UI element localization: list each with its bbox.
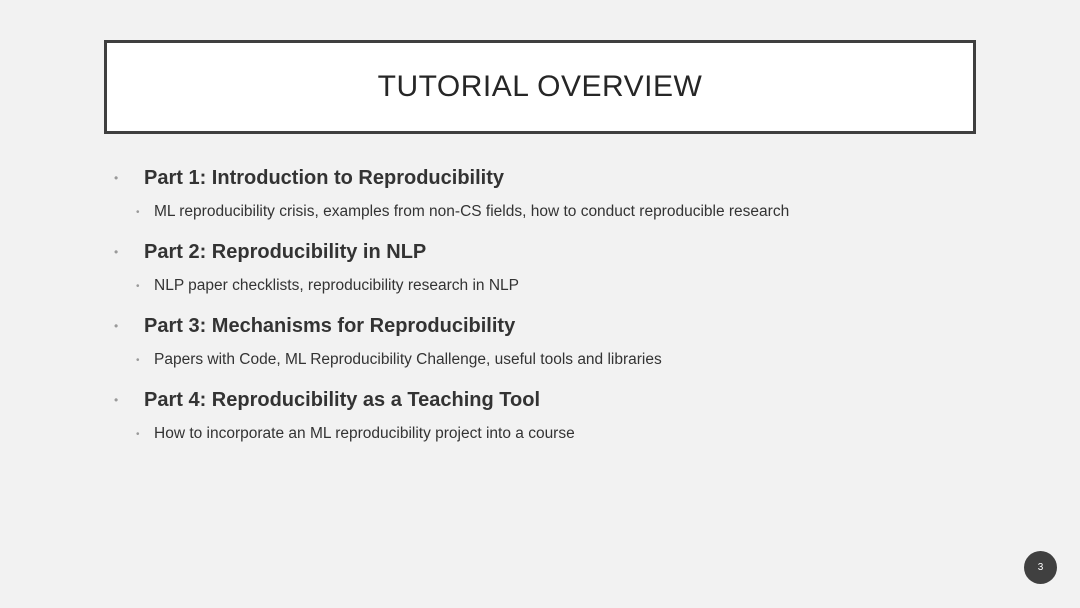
section-detail: Papers with Code, ML Reproducibility Challenge, useful tools and libraries bbox=[154, 351, 662, 368]
bullet-icon: • bbox=[114, 245, 119, 259]
bullet-icon: • bbox=[136, 428, 140, 440]
section-heading: Part 3: Mechanisms for Reproducibility bbox=[144, 314, 516, 337]
page-number-badge bbox=[1024, 551, 1057, 584]
section-detail-item bbox=[134, 201, 1012, 223]
bullet-list bbox=[112, 163, 1012, 459]
section-heading: Part 1: Introduction to Reproducibility bbox=[144, 166, 504, 189]
section-heading: Part 4: Reproducibility as a Teaching Tool bbox=[144, 388, 540, 411]
title-box bbox=[104, 40, 976, 134]
bullet-icon: • bbox=[114, 171, 119, 185]
section-detail: How to incorporate an ML reproducibility project into a course bbox=[154, 425, 575, 442]
section-heading-item bbox=[112, 311, 1012, 341]
bullet-icon: • bbox=[136, 280, 140, 292]
section-heading: Part 2: Reproducibility in NLP bbox=[144, 240, 427, 263]
bullet-icon: • bbox=[114, 319, 119, 333]
section-detail-item bbox=[134, 275, 1012, 297]
bullet-icon: • bbox=[136, 206, 140, 218]
section-heading-item bbox=[112, 237, 1012, 267]
slide-title: TUTORIAL OVERVIEW bbox=[377, 70, 703, 103]
page-number: 3 bbox=[1037, 562, 1044, 573]
bullet-icon: • bbox=[114, 393, 119, 407]
section-detail: NLP paper checklists, reproducibility research in NLP bbox=[154, 277, 519, 294]
section-detail: ML reproducibility crisis, examples from non-CS fields, how to conduct reproducible research bbox=[154, 203, 790, 220]
section-heading-item bbox=[112, 163, 1012, 193]
section-detail-item bbox=[134, 423, 1012, 445]
section-heading-item bbox=[112, 385, 1012, 415]
bullet-icon: • bbox=[136, 354, 140, 366]
section-detail-item bbox=[134, 349, 1012, 371]
